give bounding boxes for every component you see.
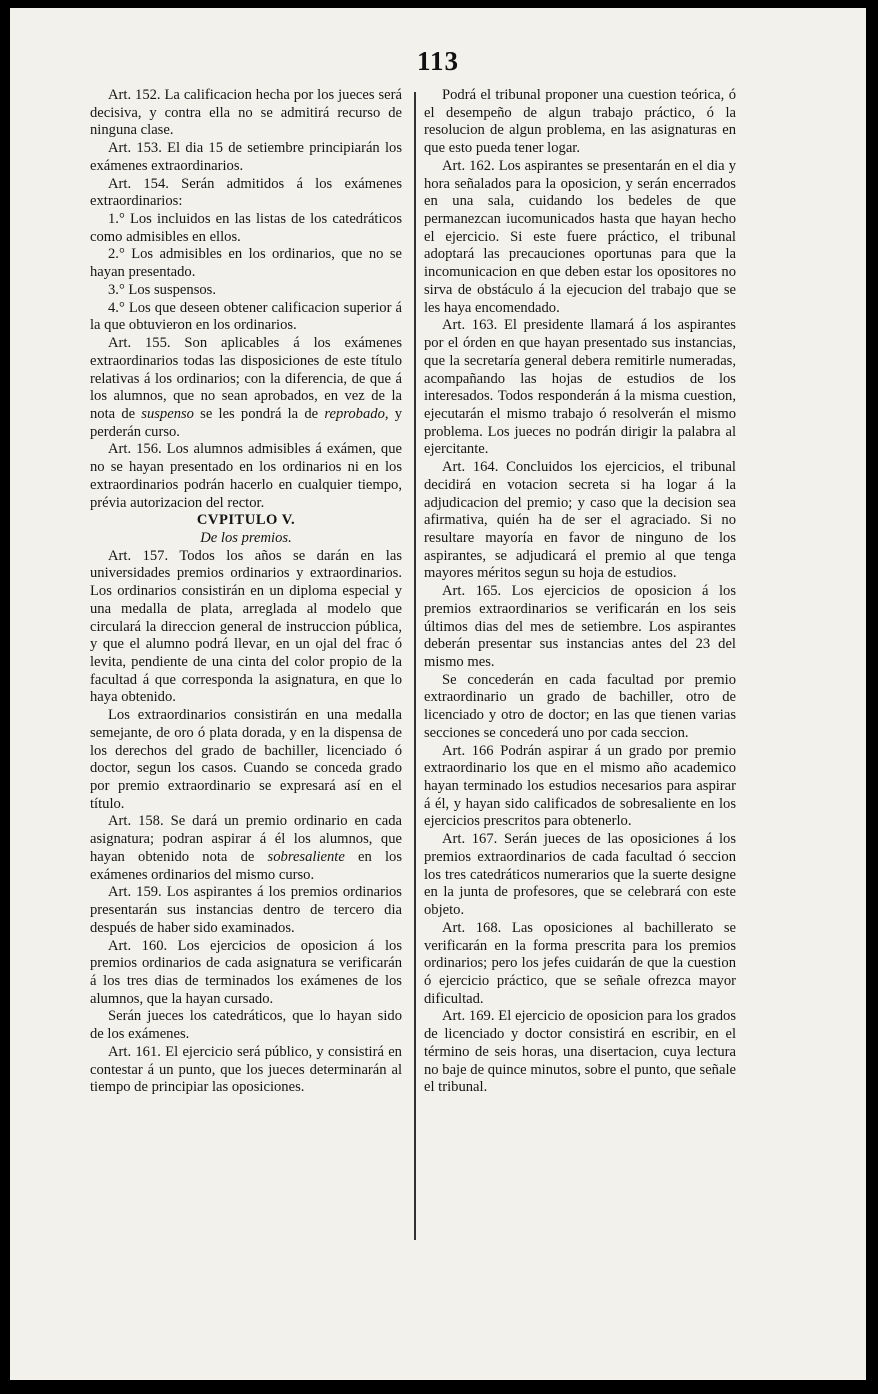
paragraph: Los extraordinarios consistirán en una medalla semejante, de oro ó plata dorada, y en la dispensa de los derechos del grado de bachiller, licenciado ó doctor, segun los casos. Cuando se conceda grado por premio extraordinario se expresará así en el título. (90, 707, 402, 812)
article-165 (424, 583, 736, 672)
article-text: La calificacion hecha por los jueces será decisiva, y contra ella no se admitirá recurso de ninguna clase. (90, 87, 402, 139)
article-text: El presidente llamará á los aspirantes por el órden en que hayan presentado sus instancias, que la secretaría general debera remitirle numeradas, acompañando las hojas de estudios de los interesados. Todos responderán á la misma cuestion, ejecutarán el mismo trabajo ó resolverán el mismo problema. Los jueces no podrán dirigir la palabra al ejercitante. (424, 317, 736, 458)
article-152 (90, 87, 402, 140)
article-label: Art. 165. (442, 583, 502, 600)
article-153 (90, 140, 402, 175)
list-item: 1.° Los incluidos en las listas de los catedráticos como admisibles en ellos. (90, 211, 402, 245)
article-167 (424, 831, 736, 920)
article-label: Art. 156. (108, 441, 162, 458)
emphasis-text: reprobado, (324, 405, 389, 422)
article-label: Art. 160. (108, 937, 168, 954)
article-166 (424, 743, 736, 832)
article-159 (90, 884, 402, 937)
article-label: Art. 157. (108, 547, 169, 564)
article-label: Art. 164. (442, 459, 499, 476)
article-text: El ejercicio de oposicion para los grados de licenciado y doctor consistirá en escribir, en el término de seis horas, una disertacion, cuya lectura no baje de quince minutos, sobre el punto, que señale el tribunal. (424, 1008, 736, 1096)
article-text: Serán admitidos á los exámenes extraordinarios: (90, 175, 403, 210)
article-text: Los aspirantes á los premios ordinarios presentarán sus instancias dentro de tercero dia después de haber sido examinados. (90, 884, 402, 936)
article-label: Art. 166 (442, 742, 494, 759)
emphasis-text: sobresaliente (267, 848, 345, 865)
list-item: 4.° Los que deseen obtener calificacion superior á la que obtuvieron en los ordinarios. (90, 299, 402, 334)
article-label: Art. 155. (108, 335, 171, 352)
article-label: Art. 167. (442, 831, 498, 848)
article-label: Art. 161. (108, 1043, 161, 1060)
article-169 (424, 1008, 736, 1097)
article-text: y perderán curso. (90, 405, 403, 440)
article-156 (90, 441, 402, 512)
page-number: 113 (416, 46, 459, 76)
article-label: Art. 169. (442, 1008, 495, 1025)
article-label: Art. 154. (108, 175, 169, 192)
article-text: Serán jueces de las oposiciones á los premios extraordinarios de cada facultad ó seccion los tres catedráticos numerarios que la suerte designe en la junta de profesores, que se celebrará con este objeto. (424, 831, 736, 919)
column-divider (414, 92, 416, 1240)
left-column (90, 87, 402, 1097)
article-text: Los ejercicios de oposicion á los premios extraordinarios se verificarán en los seis últimos dias del mes de setiembre. Los aspirantes deberán presentar sus instancias antes del 23 del mismo mes. (424, 583, 736, 670)
chapter-heading: CVPITULO V. (196, 512, 296, 529)
chapter-subheading: De los premios. (200, 529, 292, 546)
article-168 (424, 920, 736, 1009)
article-158 (90, 813, 402, 884)
article-text: Los alumnos admisibles á exámen, que no se hayan presentado en los ordinarios ni en los extraordinarios podrán hacerlo en cualquier tiempo, prévia autorizacion del rector. (90, 441, 403, 511)
article-text: Todos los años se darán en las universidades premios ordinarios y extraordinarios. Los ordinarios consistirán en un diploma especial y una medalla de plata, arreglada al modelo que circulará la direccion general de instruccion pública, y que el alumno podrá llevar, en un ojal del frac ó levita, pendiente de una cinta del color propio de la facultad á que corresponda la asignatura, en que lo haya obtenido. (90, 547, 402, 706)
article-label: Art. 163. (442, 317, 498, 334)
article-label: Art. 153. (108, 140, 162, 157)
list-item: 3.° Los suspensos. (108, 281, 216, 298)
article-text: Concluidos los ejercicios, el tribunal decidirá en votacion secreta si ha logar á la adjudicacion del premio; y caso que la decision sea afirmativa, quién ha de ser el agraciado. Si no resultare mayoría en favor de ninguno de los aspirantes, se adjudicará el premio al que tenga mayores méritos segun su hoja de estudios. (424, 459, 736, 582)
document-page (10, 8, 866, 1380)
article-162 (424, 158, 736, 317)
article-155 (90, 335, 402, 441)
article-label: Art. 152. (108, 87, 161, 103)
article-label: Art. 162. (442, 157, 495, 174)
paragraph: Serán jueces los catedráticos, que lo hayan sido de los exámenes. (90, 1008, 402, 1043)
article-text: Los aspirantes se presentarán en el dia y hora señalados para la oposicion, y serán encerrados en una sala, cuidando los bedeles de que permanezcan iucomunicados hasta que hayan hecho el ejercicio. Si este fuere práctico, el tribunal adoptará las precauciones oportunas para que la incomunicacion en que deben estar los opositores no sirva de obstáculo á la ejecucion del trabajo que se les haya encomendado. (424, 157, 736, 316)
article-text: El dia 15 de setiembre principiarán los exámenes extraordinarios. (90, 140, 403, 174)
right-column (424, 87, 736, 1097)
article-text: Se dará un premio ordinario en cada asignatura; podran aspirar á él los alumnos, que hayan obtenido nota de (90, 813, 402, 865)
article-text: Las oposiciones al bachillerato se verificarán en la forma prescrita para los premios ordinarios; pero los jefes cuidarán de que la cuestion ó ejercicio práctico, que se señale ofrezca mayor dificultad. (424, 919, 736, 1007)
article-text: Son aplicables á los exámenes extraordinarios todas las disposiciones de este título relativas á los ordinarios; con la diferencia, de que á los alumnos, que no sean aprobados, en vez de la nota de (90, 335, 403, 422)
article-label: Art. 158. (108, 813, 164, 830)
paragraph: Podrá el tribunal proponer una cuestion teórica, ó el desempeño de algun trabajo práctico, ó la resolucion de algun problema, en las asignaturas en que esto pueda tener logar. (424, 87, 736, 157)
article-text: Podrán aspirar á un grado por premio extraordinario los que en el mismo año academico hayan terminado los estudios necesarios para aspirar á él, y hayan sido calificados de sobresaliente en los ejercicios prescritos para obtenerlo. (424, 742, 736, 830)
paragraph: Se concederán en cada facultad por premio extraordinario un grado de bachiller, otro de licenciado y otro de doctor; en las que tienen varias secciones se concederá uno por cada seccion. (424, 671, 736, 741)
article-157 (90, 548, 402, 707)
list-item: 2.° Los admisibles en los ordinarios, que no se hayan presentado. (90, 246, 402, 281)
article-text: Los ejercicios de oposicion á los premios ordinarios de cada asignatura se verificarán á los tres dias de terminados los exámenes de los alumnos, que la hayan cursado. (90, 937, 402, 1007)
article-text: El ejercicio será público, y consistirá en contestar á un punto, que los jueces determinarán al tiempo de principiar las oposiciones. (90, 1043, 402, 1096)
article-163 (424, 317, 736, 459)
article-164 (424, 459, 736, 583)
article-text: en los exámenes ordinarios del mismo curso. (90, 848, 402, 883)
article-160 (90, 938, 402, 1009)
article-label: Art. 168. (442, 919, 502, 936)
article-text: se les pondrá la de (193, 405, 325, 422)
article-161 (90, 1044, 402, 1097)
emphasis-text: suspenso (141, 405, 194, 422)
article-154 (90, 176, 402, 211)
article-label: Art. 159. (108, 884, 162, 901)
